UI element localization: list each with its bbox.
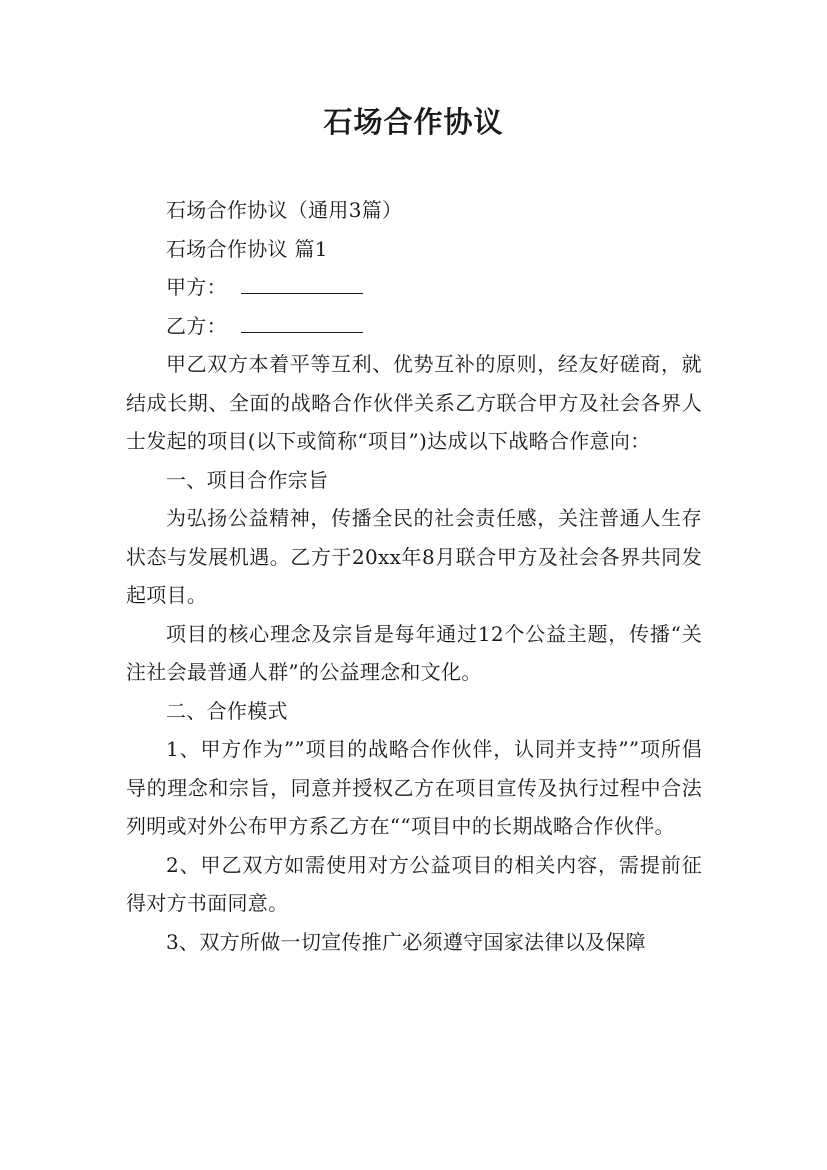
- party-a-label: 甲方：: [166, 275, 227, 299]
- document-body: [126, 191, 702, 961]
- mode-item-3: 3、双方所做一切宣传推广必须遵守国家法律以及保障: [166, 929, 646, 954]
- purpose-paragraph: 为弘扬公益精神，传播全民的社会责任感，关注普通人生存状态与发展机遇。乙方于20xx年8月联合甲方及社会各界共同发起项目。: [126, 506, 702, 607]
- intro-paragraph: 甲乙双方本着平等互利、优势互补的原则，经友好磋商，就结成长期、全面的战略合作伙伴关系乙方联合甲方及社会各界人士发起的项目(以下或简称“项目”)达成以下战略合作意向：: [126, 352, 702, 453]
- section-heading-part1: 石场合作协议 篇1: [166, 236, 328, 261]
- party-b-line: [126, 307, 702, 346]
- core-idea-paragraph: 项目的核心理念及宗旨是每年通过12个公益主题，传播“关注社会最普通人群”的公益理念和文化。: [126, 621, 702, 684]
- party-b-label: 乙方：: [166, 313, 227, 338]
- party-b-blank: [241, 312, 363, 333]
- mode-item-1: 1、甲方作为””项目的战略合作伙伴，认同并支持””项所倡导的理念和宗旨，同意并授权乙方在项目宣传及执行过程中合法列明或对外公布甲方系乙方在““项目中的长期战略合作伙伴。: [126, 737, 702, 838]
- section-heading-purpose: 一、项目合作宗旨: [166, 467, 329, 492]
- section-heading-mode: 二、合作模式: [166, 698, 288, 723]
- party-a-line: [126, 268, 702, 307]
- document-title: 石场合作协议: [323, 105, 504, 139]
- party-a-blank: [241, 273, 363, 294]
- subtitle-paragraph: 石场合作协议（通用3篇）: [166, 198, 403, 222]
- mode-item-2: 2、甲乙双方如需使用对方公益项目的相关内容，需提前征得对方书面同意。: [126, 852, 702, 915]
